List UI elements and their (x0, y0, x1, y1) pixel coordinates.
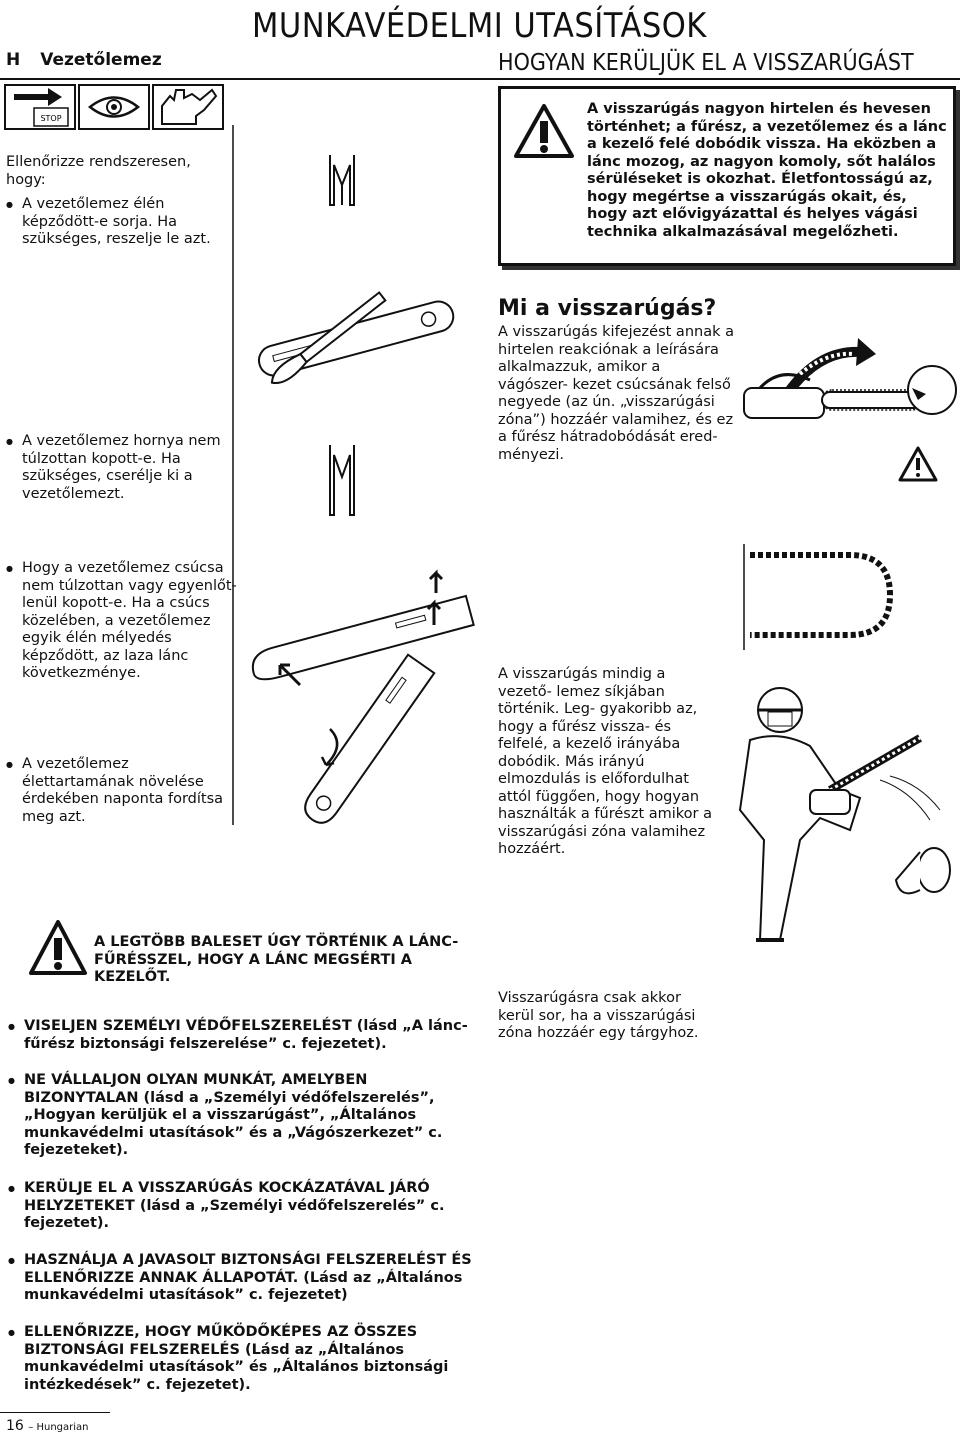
accident-warning-heading: A LEGTÖBB BALESET ÚGY TÖRTÉNIK A LÁNC- FŰRÉSSZEL, HOGY A LÁNC MEGSÉRTI A KEZELŐT. (94, 934, 459, 985)
section-title: Vezetőlemez (40, 50, 162, 70)
glove-icon (153, 85, 223, 129)
page-number: 16 (6, 1418, 24, 1434)
section-letter: H (6, 50, 21, 70)
warning-text: A visszarúgás nagyon hirtelen és hevesen történhet; a fűrész, a vezetőlemez és a lánc a kezelő felé dobódik vissza. Ha eközben a lánc mozog, az nagyon komoly, sőt halálos sérüléseket is okozhat. Életfontosságú az, hogy megértse a visszarúgás okait, és, hogy azt elővigyázattal és helyes vágási technika alkalmazásával megelőzheti. (587, 101, 947, 240)
section-heading (6, 50, 162, 70)
bar-maintenance-illustrations (230, 125, 490, 845)
chain-illustration (740, 540, 910, 660)
safety-icon-strip (4, 84, 244, 130)
page-subtitle: HOGYAN KERÜLJÜK EL A VISSZARÚGÁST (498, 50, 914, 76)
warning-triangle-icon (513, 103, 575, 159)
bullet-check-equipment: ● ELLENŐRIZZE, HOGY MŰKÖDŐKÉPES AZ ÖSSZES BIZTONSÁGI FELSZERELÉS (Lásd az „Általános munkavédelmi utasítások” és „Általános biztonsági intézkedések” c. fejezetet). (8, 1324, 474, 1394)
operator-kickback-illustration (720, 680, 955, 950)
kickback-zone-illustration (740, 330, 955, 540)
header-rule (0, 78, 960, 80)
bullet-avoid-risk: ● KERÜLJE EL A VISSZARÚGÁS KOCKÁZATÁVAL JÁRÓ HELYZETEKET (lásd a „Személyi védőfelszerelés” c. fejezetet). (8, 1180, 474, 1233)
kickback-plane-text: A visszarúgás mindig a vezető- lemez síkjában történik. Leg- gyakoribb az, hogy a fűrész vissza- és felfelé, a kezelő irányába dobódik. Más irányú elmozdulás is előfordulhat attól függően, hogy hogyan használták a fűrészt amikor a visszarúgási zóna valamihez hozzáért. (498, 666, 712, 857)
bullet-uncertain: ● NE VÁLLALJON OLYAN MUNKÁT, AMELYBEN BIZONYTALAN (lásd a „Személyi védőfelszerelés”, „Hogyan kerüljük el a visszarúgást”, „Általános munkavédelmi utasítások” és a „Vágószerkezet” c. fejezeteket). (8, 1072, 474, 1160)
bullet-reverse: ● A vezetőlemez élettartamának növelése érdekében naponta fordítsa meg azt. (6, 756, 238, 826)
page-title: MUNKAVÉDELMI UTASÍTÁSOK (252, 6, 707, 46)
footer-rule (0, 1412, 110, 1413)
bullet-ppe: ● VISELJEN SZEMÉLYI VÉDŐFELSZERELÉST (lásd „A lánc- fűrész biztonsági felszerelése” c. fejezetet). (8, 1018, 474, 1053)
kickback-warning-box (498, 86, 956, 266)
intro-text: Ellenőrizze rendszeresen, hogy: (6, 154, 191, 188)
kickback-heading: Mi a visszarúgás? (498, 296, 717, 321)
svg-text:STOP: STOP (40, 114, 62, 123)
bullet-tip: ● Hogy a vezetőlemez csúcsa nem túlzottan vagy egyenlőt- lenül kopott-e. Ha a csúcs közelében, a vezetőlemez egyik élén mélyedés képződött, az laza lánc következménye. (6, 560, 238, 683)
stop-icon (34, 108, 68, 126)
eye-icon (79, 85, 149, 129)
page-footer (6, 1418, 89, 1434)
bullet-equipment: ● HASZNÁLJA A JAVASOLT BIZTONSÁGI FELSZERELÉST ÉS ELLENŐRIZZE ANNAK ÁLLAPOTÁT. (Lásd az „Általános munkavédelmi utasítások” c. fejezetet) (8, 1252, 474, 1305)
warning-triangle-icon (28, 918, 88, 978)
kickback-zone-text: Visszarúgásra csak akkor kerül sor, ha a visszarúgási zóna hozzáér egy tárgyhoz. (498, 990, 699, 1041)
bullet-groove: ● A vezetőlemez hornya nem túlzottan kopott-e. Ha szükséges, cserélje ki a vezetőlemezt. (6, 433, 222, 503)
kickback-definition: A visszarúgás kifejezést annak a hirtelen reakciónak a leírására alkalmazzuk, amikor a vágószer- kezet csúcsának felső negyede (az ún. „visszarúgási zóna”) hozzáér valamihez, és ez a fűrész hátradobódását ered- ményezi. (498, 324, 734, 463)
footer-language: – Hungarian (28, 1422, 89, 1433)
bullet-burr: ● A vezetőlemez élén képződött-e sorja. Ha szükséges, reszelje le azt. (6, 196, 222, 249)
